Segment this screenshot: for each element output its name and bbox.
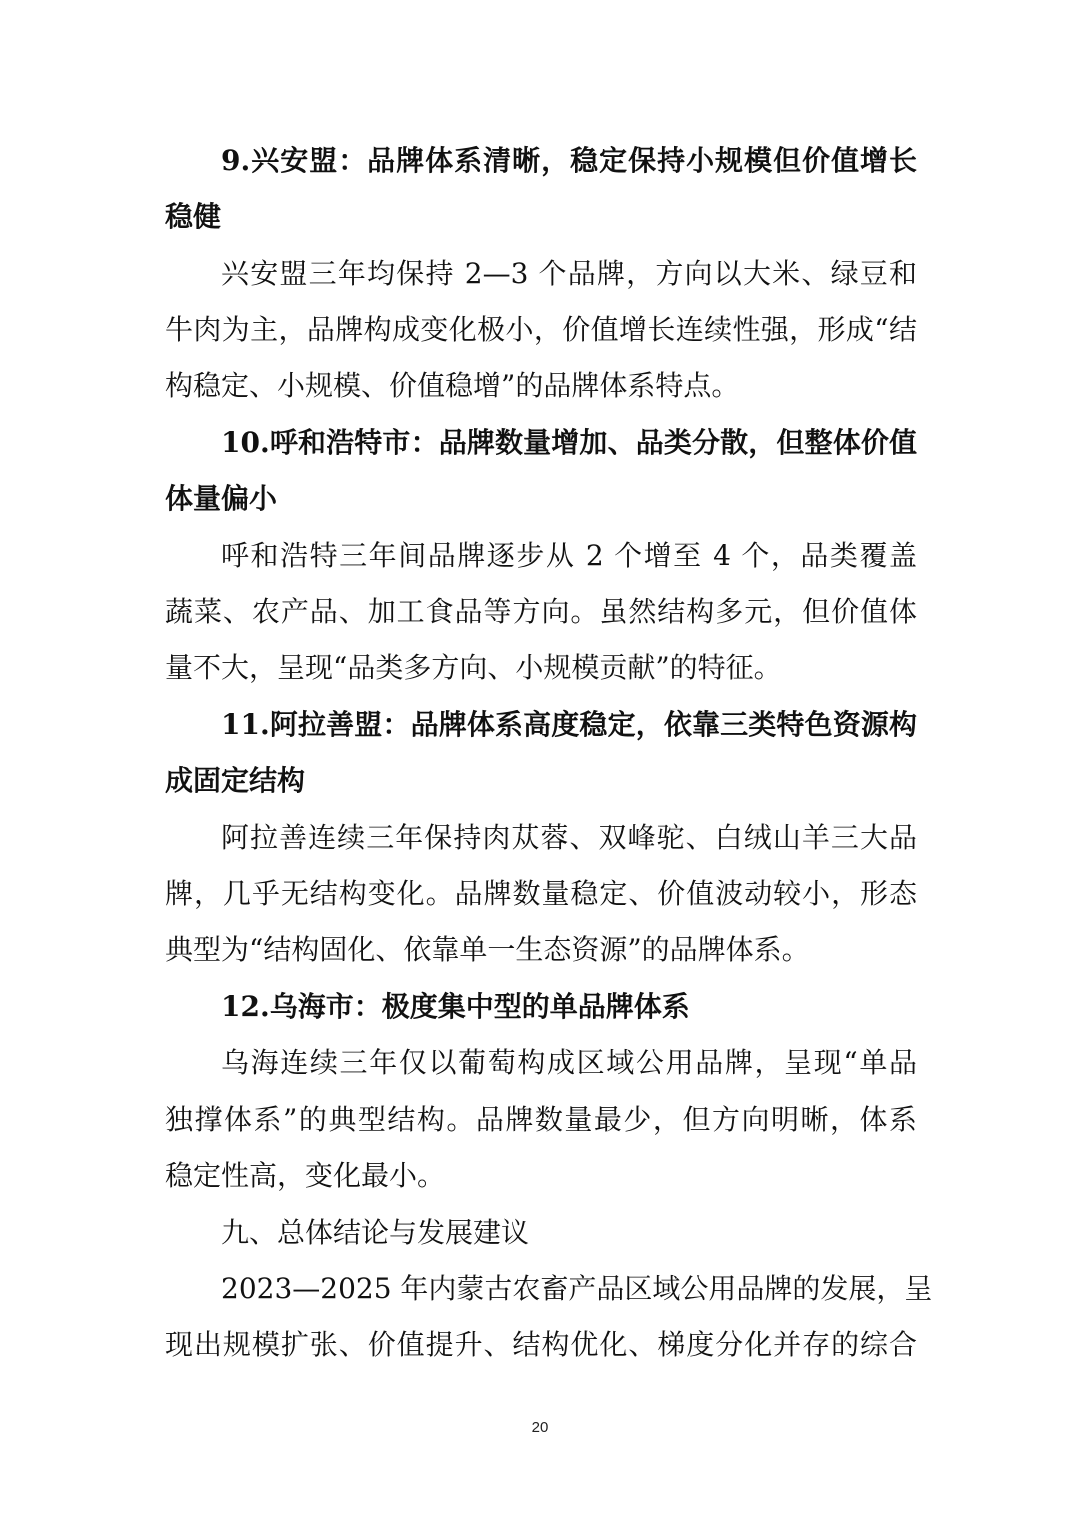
- section-10-body-line-2: 蔬菜、农产品、加工食品等方向。虽然结构多元，但价值体: [165, 595, 917, 628]
- section-10-heading-line-2: 体量偏小: [165, 482, 278, 515]
- section-9-body-line-3: 构稳定、小规模、价值稳增”的品牌体系特点。: [165, 369, 740, 402]
- section-9-heading-line-1: 9.兴安盟：品牌体系清晰，稳定保持小规模但价值增长: [221, 144, 917, 177]
- section-11-body-line-2: 牌，几乎无结构变化。品牌数量稳定、价值波动较小，形态: [165, 877, 917, 910]
- chapter-title: 九、总体结论与发展建议: [221, 1216, 530, 1249]
- chapter-body-line-2: 现出规模扩张、价值提升、结构优化、梯度分化并存的综合: [165, 1328, 917, 1361]
- chapter-body-line-1: 2023—2025 年内蒙古农畜产品区域公用品牌的发展，呈: [221, 1272, 933, 1305]
- section-10-body-line-3: 量不大，呈现“品类多方向、小规模贡献”的特征。: [165, 651, 782, 684]
- section-11-heading-line-2: 成固定结构: [165, 764, 306, 797]
- section-12-body-line-3: 稳定性高，变化最小。: [165, 1159, 446, 1192]
- section-9-heading-line-2: 稳健: [165, 200, 222, 233]
- section-9-body-line-1: 兴安盟三年均保持 2—3 个品牌，方向以大米、绿豆和: [221, 257, 917, 290]
- section-10-heading-line-1: 10.呼和浩特市：品牌数量增加、品类分散，但整体价值: [221, 426, 917, 459]
- section-9-body-line-2: 牛肉为主，品牌构成变化极小，价值增长连续性强，形成“结: [165, 313, 917, 346]
- section-12-body-line-2: 独撑体系”的典型结构。品牌数量最少，但方向明晰，体系: [165, 1103, 917, 1136]
- section-11-body-line-3: 典型为“结构固化、依靠单一生态资源”的品牌体系。: [165, 933, 810, 966]
- section-10-body-line-1: 呼和浩特三年间品牌逐步从 2 个增至 4 个，品类覆盖: [221, 539, 917, 572]
- section-12-heading: 12.乌海市：极度集中型的单品牌体系: [221, 990, 690, 1023]
- section-11-heading-line-1: 11.阿拉善盟：品牌体系高度稳定，依靠三类特色资源构: [221, 708, 917, 741]
- section-12-body-line-1: 乌海连续三年仅以葡萄构成区域公用品牌，呈现“单品: [221, 1046, 917, 1079]
- section-11-body-line-1: 阿拉善连续三年保持肉苁蓉、双峰驼、白绒山羊三大品: [221, 821, 917, 854]
- page-number: 20: [531, 1419, 549, 1436]
